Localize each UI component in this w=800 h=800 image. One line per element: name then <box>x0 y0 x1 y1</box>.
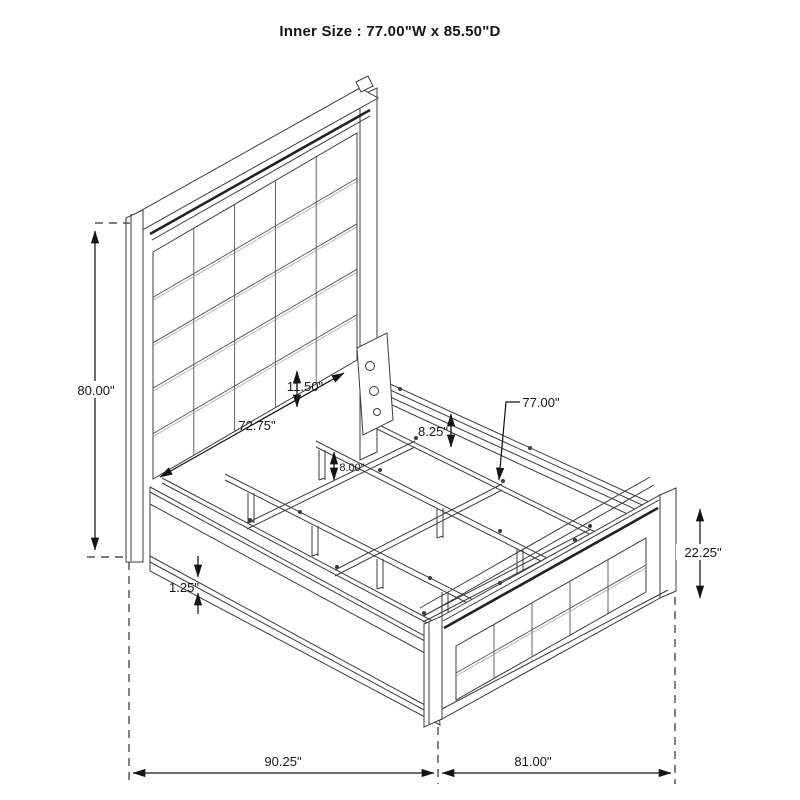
dim-label-rail-drop: 8.25" <box>418 424 448 439</box>
dim-label-support-leg-height: 8.00" <box>339 462 365 474</box>
diagram-title: Inner Size : 77.00"W x 85.50"D <box>279 23 501 40</box>
dim-label-panel-gap: 11.50" <box>286 379 324 394</box>
dim-label-footboard-height: 22.25" <box>684 545 722 560</box>
dim-label-overall-width: 81.00" <box>514 754 552 769</box>
dim-label-headboard-height: 80.00" <box>77 383 115 398</box>
dim-label-slat-length: 77.00" <box>522 395 560 410</box>
footboard <box>420 477 676 727</box>
dim-label-inner-rail-width: 72.75" <box>238 418 276 433</box>
front-side-rail <box>150 478 446 725</box>
dimension-footboard-height <box>676 509 728 598</box>
dim-label-base-trim: 1.25" <box>169 580 199 595</box>
dimension-headboard-height <box>69 223 130 557</box>
headboard <box>126 76 393 562</box>
rail-mounting-bracket <box>357 333 393 435</box>
dim-label-overall-depth: 90.25" <box>264 754 302 769</box>
